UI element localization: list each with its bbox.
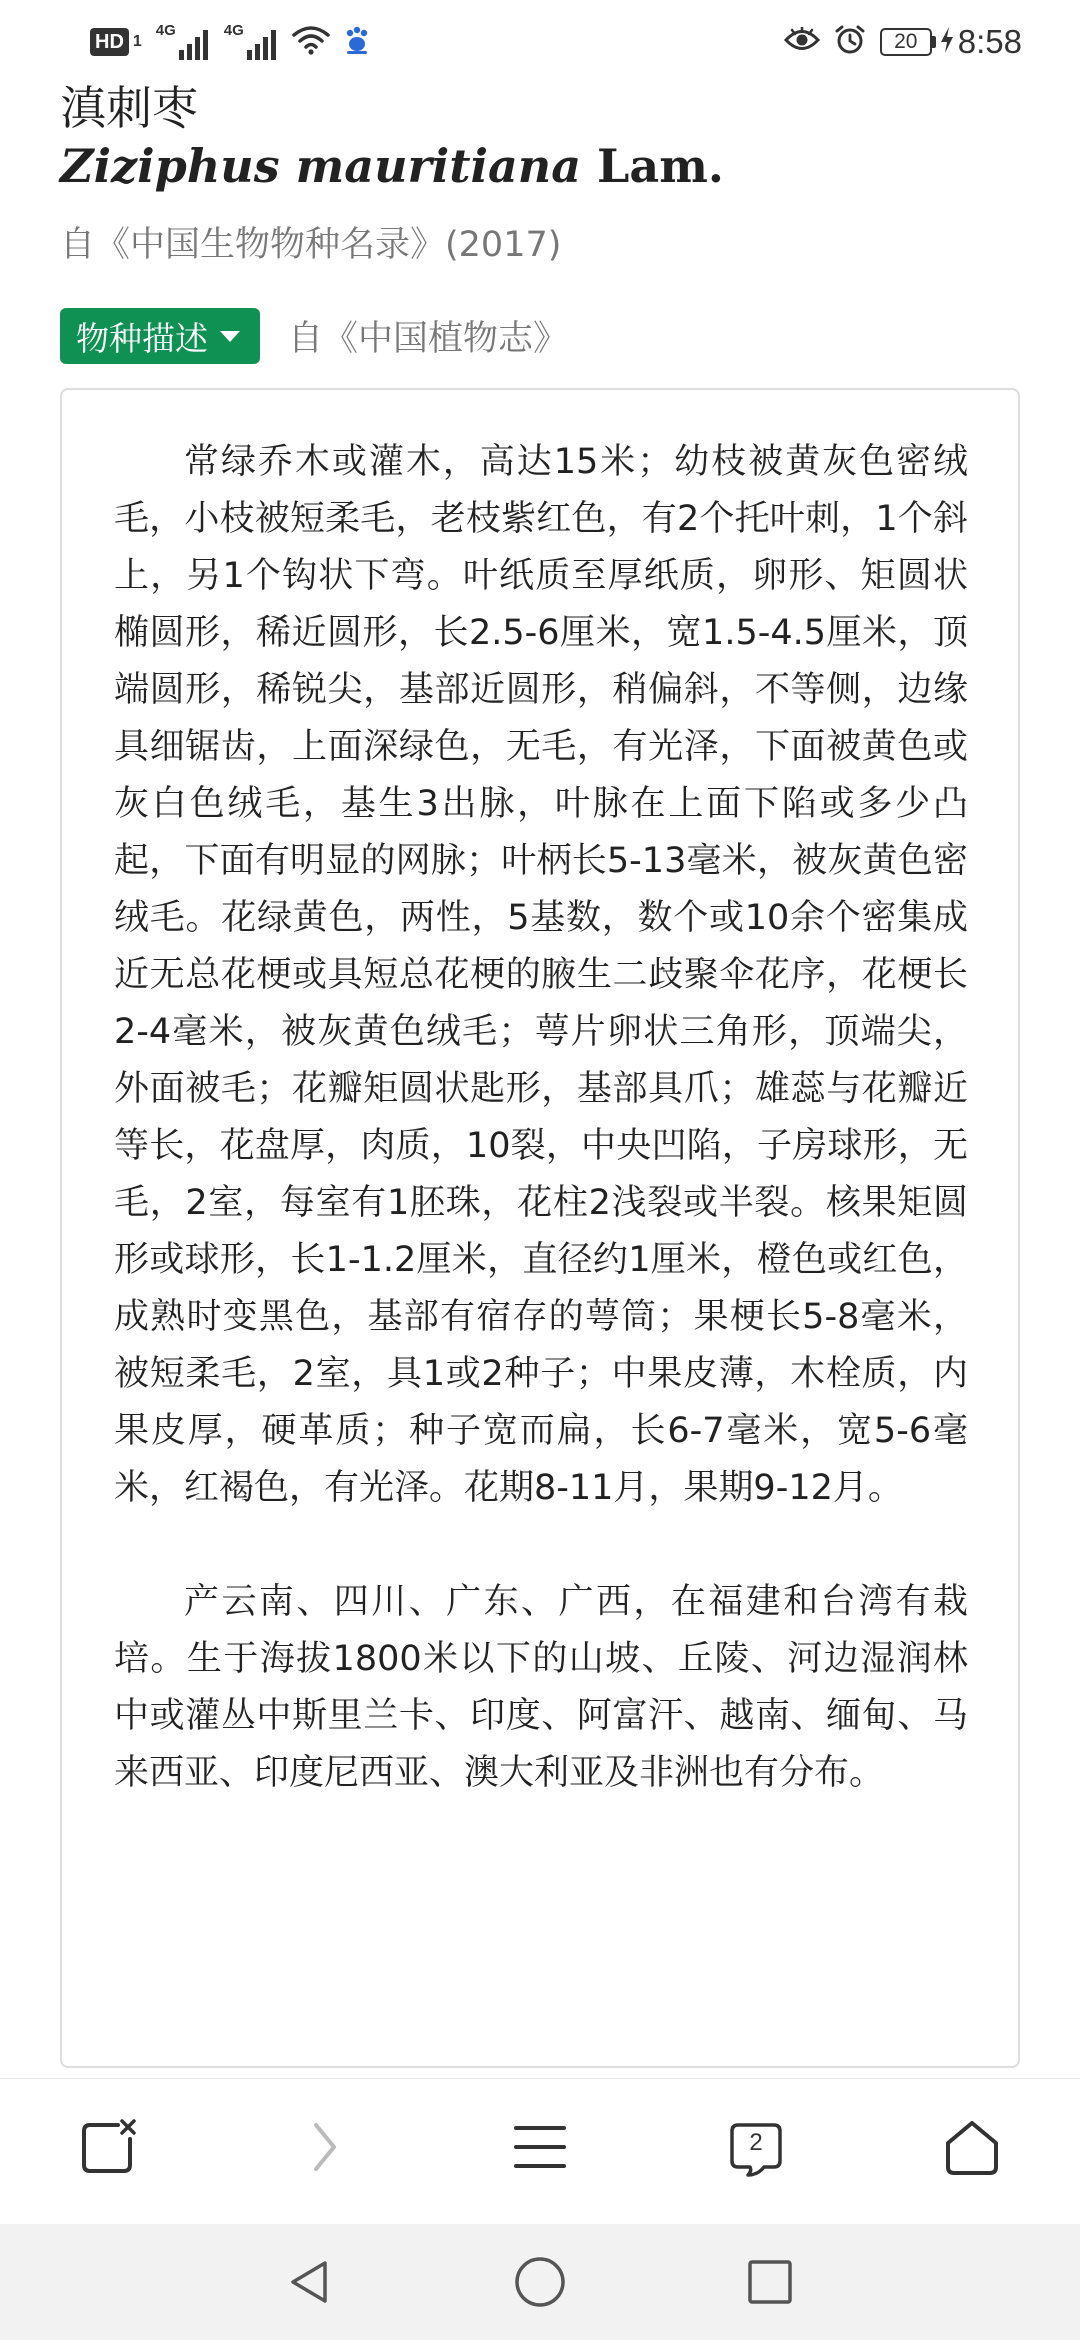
name-source: 自《中国生物物种名录》(2017) <box>60 225 562 265</box>
dropdown-label: 物种描述 <box>76 318 208 358</box>
close-page-button[interactable] <box>68 2109 148 2189</box>
network-type-label: 4G <box>223 22 244 39</box>
system-back-button[interactable] <box>280 2254 340 2314</box>
close-page-icon <box>78 2117 138 2181</box>
recents-icon <box>745 2257 795 2311</box>
charging-icon <box>940 27 954 57</box>
species-scientific-name: Ziziphus mauritiana <box>60 139 582 193</box>
hd-badge: HD <box>90 28 129 56</box>
clock-time: 8:58 <box>957 23 1022 60</box>
eye-icon <box>784 27 820 57</box>
home-button[interactable] <box>932 2109 1012 2189</box>
system-home-button[interactable] <box>510 2254 570 2314</box>
tab-count: 2 <box>749 2129 763 2156</box>
forward-icon <box>304 2117 344 2181</box>
description-type-dropdown[interactable] <box>60 308 260 364</box>
description-paragraph: 产云南、四川、广东、广西，在福建和台湾有栽培。生于海拔1800米以下的山坡、丘陵、河边湿润林中或灌丛中斯里兰卡、印度、阿富汗、越南、缅甸、马来西亚、印度尼西亚、澳大利亚及非洲也有分布。 <box>114 1582 968 1793</box>
home-circle-icon <box>513 2255 567 2313</box>
system-recents-button[interactable] <box>740 2254 800 2314</box>
hd-sub-label: 1 <box>132 33 142 50</box>
description-source: 自《中国植物志》 <box>288 319 569 359</box>
tabs-button[interactable] <box>716 2109 796 2189</box>
signal-icon <box>156 24 208 60</box>
system-navigation-bar <box>0 2224 1080 2340</box>
status-bar <box>0 0 1080 84</box>
species-author: Lam. <box>597 139 724 193</box>
back-icon <box>285 2257 335 2311</box>
caret-down-icon <box>220 331 240 342</box>
description-selector-row <box>60 308 568 364</box>
home-icon <box>942 2117 1002 2181</box>
species-scientific-name-line <box>60 136 724 196</box>
network-type-label: 4G <box>155 22 176 39</box>
description-paragraph: 常绿乔木或灌木，高达15米；幼枝被黄灰色密绒毛，小枝被短柔毛，老枝紫红色，有2个托叶刺，1个斜上，另1个钩状下弯。叶纸质至厚纸质，卵形、矩圆状椭圆形，稀近圆形，长2.5-6厘米，宽1.5-4.5厘米，顶端圆形，稀锐尖，基部近圆形，稍偏斜，不等侧，边缘具细锯齿，上面深绿色，无毛，有光泽，下面被黄色或灰白色绒毛，基生3出脉，叶脉在上面下陷或多少凸起，下面有明显的网脉；叶柄长5-13毫米，被灰黄色密绒毛。花绿黄色，两性，5基数，数个或10余个密集成近无总花梗或具短总花梗的腋生二歧聚伞花序，花梗长2-4毫米，被灰黄色绒毛；萼片卵状三角形，顶端尖，外面被毛；花瓣矩圆状匙形，基部具爪；雄蕊与花瓣近等长，花盘厚，肉质，10裂，中央凹陷，子房球形，无毛，2室，每室有1胚珠，花柱2浅裂或半裂。核果矩圆形或球形，长1-1.2厘米，直径约1厘米，橙色或红色，成熟时变黑色，基部有宿存的萼筒；果梗长5-8毫米，被短柔毛，2室，具1或2种子；中果皮薄，木栓质，内果皮厚，硬革质；种子宽而扁，长6-7毫米，宽5-6毫米，红褐色，有光泽。花期8-11月，果期9-12月。 <box>114 442 968 1508</box>
forward-button[interactable] <box>284 2109 364 2189</box>
battery-level: 20 <box>880 28 932 56</box>
species-chinese-name: 滇刺枣 <box>60 81 198 135</box>
status-left <box>90 24 370 60</box>
menu-icon <box>512 2122 568 2176</box>
battery-icon <box>880 28 936 56</box>
menu-button[interactable] <box>500 2109 580 2189</box>
alarm-icon <box>834 24 866 60</box>
paw-icon <box>344 25 370 59</box>
description-card[interactable] <box>60 388 1020 2068</box>
status-right <box>784 23 1022 61</box>
tabs-icon <box>728 2121 784 2177</box>
browser-toolbar <box>0 2078 1080 2224</box>
wifi-icon <box>292 25 330 59</box>
signal-icon <box>224 24 276 60</box>
